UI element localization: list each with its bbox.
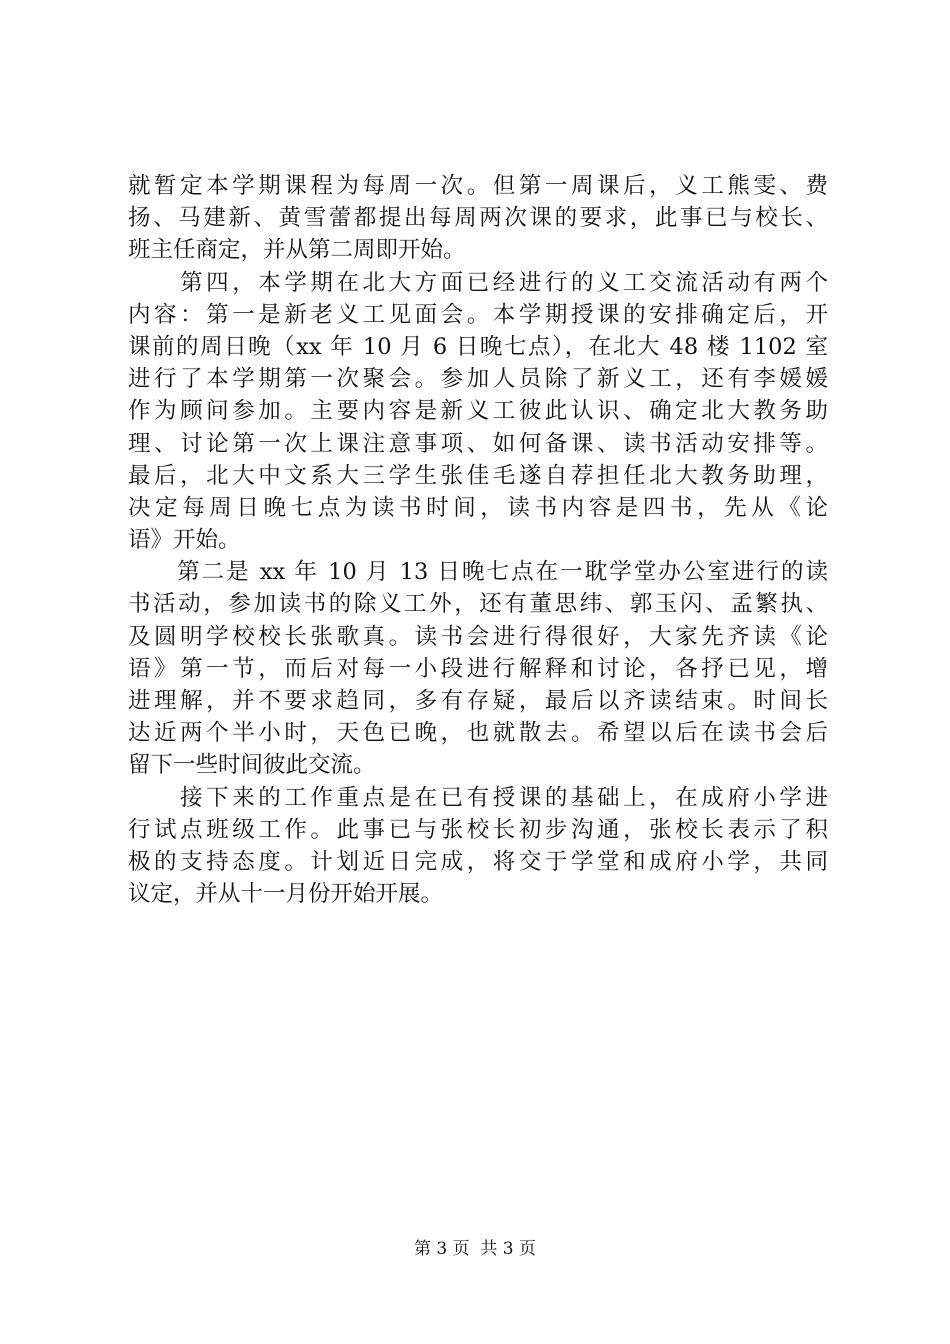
text-line: 决定每周日晚七点为读书时间，读书内容是四书，先从《论 xyxy=(128,494,828,521)
text-line: 留下一些时间彼此交流。 xyxy=(128,752,376,779)
text-line: 最后，北大中文系大三学生张佳毛遂自荐担任北大教务助理， xyxy=(128,462,828,489)
text-line: 进行了本学期第一次聚会。参加人员除了新义工，还有李媛媛 xyxy=(128,366,828,393)
text-line: 行试点班级工作。此事已与张校长初步沟通，张校长表示了积 xyxy=(128,816,828,843)
text-line: 理、讨论第一次上课注意事项、如何备课、读书活动安排等。 xyxy=(128,430,828,457)
page-footer: 第 3 页 共 3 页 xyxy=(413,1239,537,1259)
text-line: 内容：第一是新老义工见面会。本学期授课的安排确定后，开 xyxy=(128,301,828,328)
text-line: 扬、马建新、黄雪蕾都提出每周两次课的要求，此事已与校长、 xyxy=(128,205,828,232)
text-line: 第二是 xx 年 10 月 13 日晚七点在一耽学堂办公室进行的读 xyxy=(128,559,828,586)
document-body xyxy=(128,170,828,910)
text-line: 议定，并从十一月份开始开展。 xyxy=(128,881,444,908)
text-line: 及圆明学校校长张歌真。读书会进行得很好，大家先齐读《论 xyxy=(128,623,828,650)
text-line: 就暂定本学期课程为每周一次。但第一周课后，义工熊雯、费 xyxy=(128,173,828,199)
text-line: 语》开始。 xyxy=(128,527,241,554)
text-line: 进理解，并不要求趋同，多有存疑，最后以齐读结束。时间长 xyxy=(128,688,828,714)
text-line: 接下来的工作重点是在已有授课的基础上，在成府小学进 xyxy=(128,784,828,811)
text-line: 极的支持态度。计划近日完成，将交于学堂和成府小学，共同 xyxy=(128,848,828,875)
text-line: 课前的周日晚（xx 年 10 月 6 日晚七点），在北大 48 楼 1102 室 xyxy=(128,333,828,360)
text-line: 班主任商定，并从第二周即开始。 xyxy=(128,237,466,264)
text-line: 书活动，参加读书的除义工外，还有董思纬、郭玉闪、孟繁执、 xyxy=(128,591,828,618)
text-line: 第四，本学期在北大方面已经进行的义工交流活动有两个 xyxy=(128,269,828,296)
text-line: 语》第一节，而后对每一小段进行解释和讨论，各抒已见，增 xyxy=(128,655,828,682)
text-line: 达近两个半小时，天色已晚，也就散去。希望以后在读书会后 xyxy=(128,720,828,747)
text-line: 作为顾问参加。主要内容是新义工彼此认识、确定北大教务助 xyxy=(128,398,828,425)
